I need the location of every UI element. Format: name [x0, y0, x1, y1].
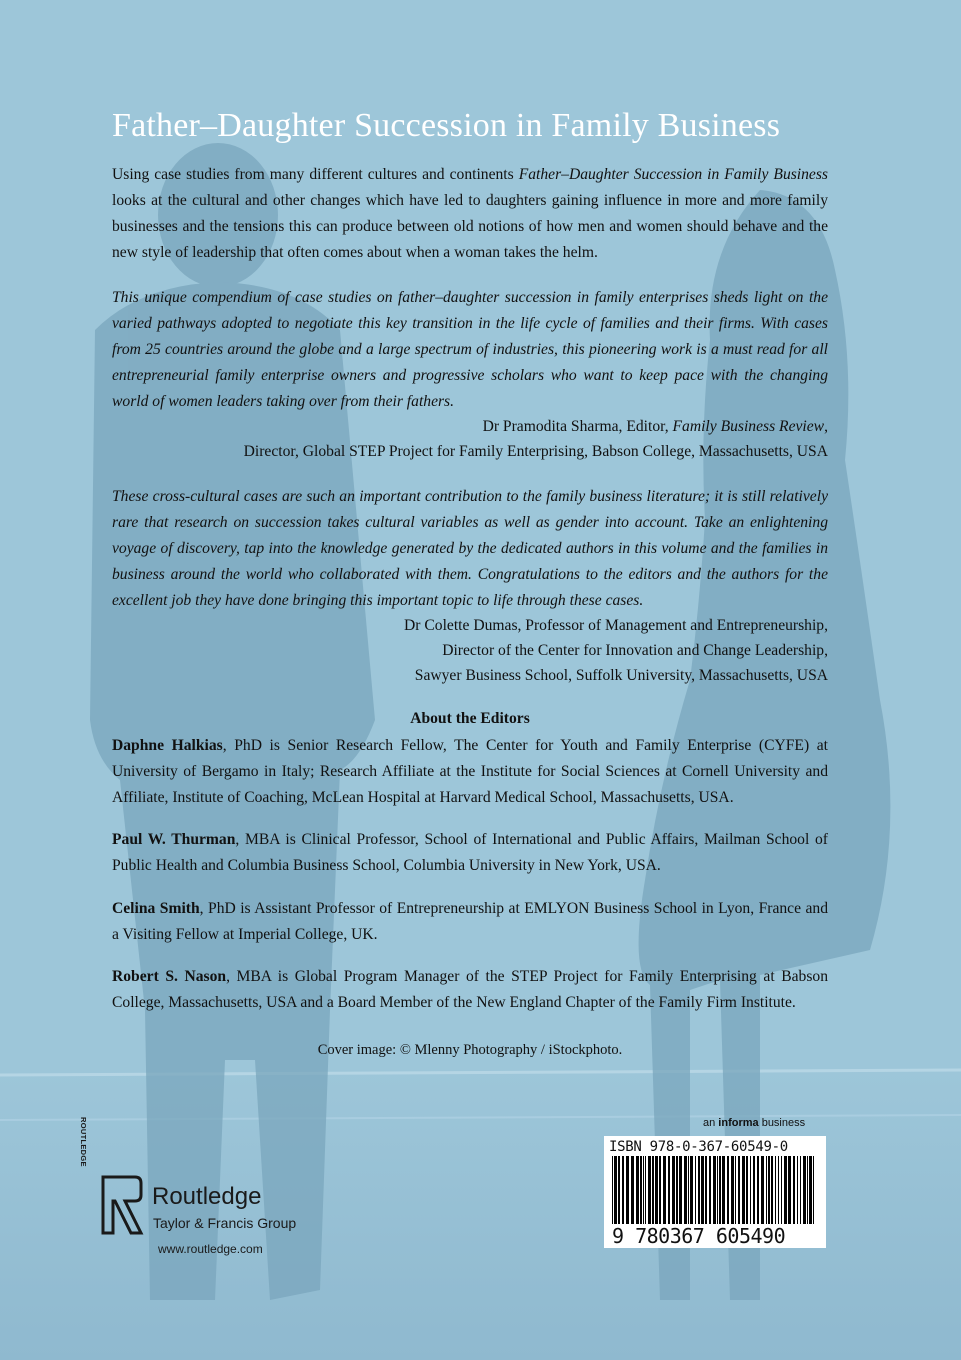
endorsement-dumas-attribution-1: Dr Colette Dumas, Professor of Management and Entrepreneurship, [404, 617, 828, 634]
publisher-name: Routledge [152, 1183, 262, 1210]
barcode-bar [793, 1156, 795, 1224]
barcode-bar [735, 1156, 736, 1224]
barcode-bar [800, 1156, 801, 1224]
barcode-bar [719, 1156, 721, 1224]
barcode-bar [648, 1156, 651, 1224]
isbn-barcode [604, 1136, 826, 1248]
barcode-bar [612, 1156, 613, 1224]
barcode-bar [746, 1156, 748, 1224]
barcode-bar [655, 1156, 658, 1224]
barcode-bar [684, 1156, 687, 1224]
routledge-logo-text: ROUTLEDGE [79, 1117, 88, 1167]
barcode-bar [643, 1156, 644, 1224]
barcode-bar [771, 1156, 773, 1224]
intro-text-end: looks at the cultural and other changes which have led to daughters gaining influence in more and more family businesses and the tensions this can produce between old notions of how men and women should behave and the new style of leadership that often comes about when a woman takes the helm. [112, 192, 828, 261]
editor-bio-nason [112, 964, 828, 1016]
editor-name: Robert S. Nason [112, 968, 227, 985]
routledge-logo-icon [79, 1117, 145, 1237]
barcode-bar [690, 1156, 693, 1224]
barcode-bar [645, 1156, 646, 1224]
barcode-bar [668, 1156, 670, 1224]
barcode-bar [688, 1156, 689, 1224]
isbn-label: ISBN 978-0-367-60549-0 [609, 1139, 788, 1155]
barcode-bar [761, 1156, 764, 1224]
editor-bio-text: , MBA is Global Program Manager of the STEP Project for Family Enterprising at Babson College, Massachusetts, USA and a Board Member of the New England Chapter of the Family Firm Institute. [112, 968, 828, 1011]
barcode-bar [659, 1156, 661, 1224]
barcode-bar [614, 1156, 617, 1224]
barcode-bar [698, 1156, 700, 1224]
barcode-bar [813, 1156, 814, 1224]
barcode-bar [640, 1156, 642, 1224]
informa-post: business [758, 1117, 806, 1129]
barcode-bar [722, 1156, 725, 1224]
informa-brand: informa [718, 1117, 759, 1129]
sharma-journal: Family Business Review [672, 418, 825, 435]
barcode-bar [626, 1156, 629, 1224]
editor-name: Daphne Halkias [112, 737, 223, 754]
informa-business-label [703, 1117, 805, 1129]
editor-bio-text: , PhD is Senior Research Fellow, The Center for Youth and Family Enterprise (CYFE) at University of Bergamo in Italy; Research Affiliate at the Institute for Social Sciences at Cornell University and Affiliate, Institute of Coaching, McLean Hospital at Harvard Medical School, Massachusetts, USA. [112, 737, 828, 806]
editor-name: Paul W. Thurman [112, 831, 236, 848]
editor-bio-text: , MBA is Clinical Professor, School of International and Public Affairs, Mailman School of Public Health and Columbia Business School, Columbia University in New York, USA. [112, 831, 828, 874]
barcode-bar [788, 1156, 791, 1224]
cover-image-credit: Cover image: © Mlenny Photography / iStockphoto. [317, 1042, 623, 1058]
book-title: Father–Daughter Succession in Family Business [112, 107, 781, 144]
barcode-bar [676, 1156, 678, 1224]
barcode-bar [709, 1156, 711, 1224]
sharma-comma: , [824, 418, 828, 435]
barcode-bar [807, 1156, 808, 1224]
about-editors-heading: About the Editors [410, 710, 530, 727]
barcode-bar [695, 1156, 696, 1224]
endorsement-dumas-attribution-2: Director of the Center for Innovation and Change Leadership, [442, 642, 828, 659]
barcode-bar [731, 1156, 734, 1224]
sharma-name: Dr Pramodita Sharma, Editor, [482, 418, 673, 435]
barcode-bar [753, 1156, 755, 1224]
barcode-bar [797, 1156, 798, 1224]
barcode-bar [705, 1156, 707, 1224]
barcode-bar [784, 1156, 787, 1224]
editor-bio-thurman [112, 827, 828, 879]
editor-bio-text: , PhD is Assistant Professor of Entrepreneurship at EMLYON Business School in Lyon, France and a Visiting Fellow at Imperial College, UK. [112, 900, 828, 943]
barcode-bar [768, 1156, 770, 1224]
barcode-bar [781, 1156, 782, 1224]
barcode-bar [717, 1156, 718, 1224]
barcode-bar [750, 1156, 751, 1224]
barcode-bar [757, 1156, 759, 1224]
informa-pre: an [703, 1117, 719, 1129]
editor-bio-smith [112, 896, 828, 948]
barcode-bar [766, 1156, 767, 1224]
barcode-bar [727, 1156, 729, 1224]
intro-book-title: Father–Daughter Succession in Family Business [518, 166, 828, 183]
barcode-bar [636, 1156, 639, 1224]
isbn-digits: 9 780367 605490 [612, 1224, 786, 1248]
publisher-url[interactable]: www.routledge.com [158, 1242, 263, 1256]
barcode-bar [809, 1156, 812, 1224]
intro-text-start: Using case studies from many different cultures and continents [112, 166, 519, 183]
barcode-bar [778, 1156, 779, 1224]
intro-paragraph [112, 162, 828, 266]
barcode-bar [622, 1156, 624, 1224]
publisher-group: Taylor & Francis Group [153, 1215, 297, 1231]
barcode-bar [701, 1156, 704, 1224]
endorsement-dumas-quote: These cross-cultural cases are such an important contribution to the family business literature; it is still relatively rare that research on succession takes cultural variables as well as gender into account. Take an enlightening voyage of discovery, tap into the knowledge generated by the dedicated authors in this volume and the families in business around the world who collaborated with them. Congratulations to the editors and the authors for the excellent job they have done bringing this important topic to life through these cases. [112, 488, 828, 609]
barcode-bars [612, 1156, 818, 1224]
barcode-bar [738, 1156, 740, 1224]
barcode-bar [672, 1156, 675, 1224]
endorsement-sharma-quote: This unique compendium of case studies on father–daughter succession in family enterprises sheds light on the varied pathways adopted to negotiate this key transition in the life cycle of families and their firms. With cases from 25 countries around the globe and a large spectrum of industries, this pioneering work is a must read for all entrepreneurial family enterprise owners and progressive scholars who want to keep pace with the changing world of women leaders taking over from their fathers. [112, 289, 828, 410]
barcode-bar [713, 1156, 716, 1224]
editor-bio-halkias [112, 733, 828, 811]
barcode-bar [803, 1156, 806, 1224]
endorsement-sharma-attribution-2: Director, Global STEP Project for Family Enterprising, Babson College, Massachusetts, USA [243, 443, 828, 460]
barcode-bar [679, 1156, 682, 1224]
endorsement-dumas-attribution-3: Sawyer Business School, Suffolk University, Massachusetts, USA [414, 667, 828, 684]
barcode-bar [631, 1156, 634, 1224]
barcode-bar [618, 1156, 620, 1224]
barcode-bar [775, 1156, 776, 1224]
endorsement-sharma-attribution-1 [112, 414, 828, 440]
barcode-bar [652, 1156, 654, 1224]
barcode-bar [663, 1156, 666, 1224]
editor-name: Celina Smith [112, 900, 200, 917]
barcode-bar [742, 1156, 745, 1224]
